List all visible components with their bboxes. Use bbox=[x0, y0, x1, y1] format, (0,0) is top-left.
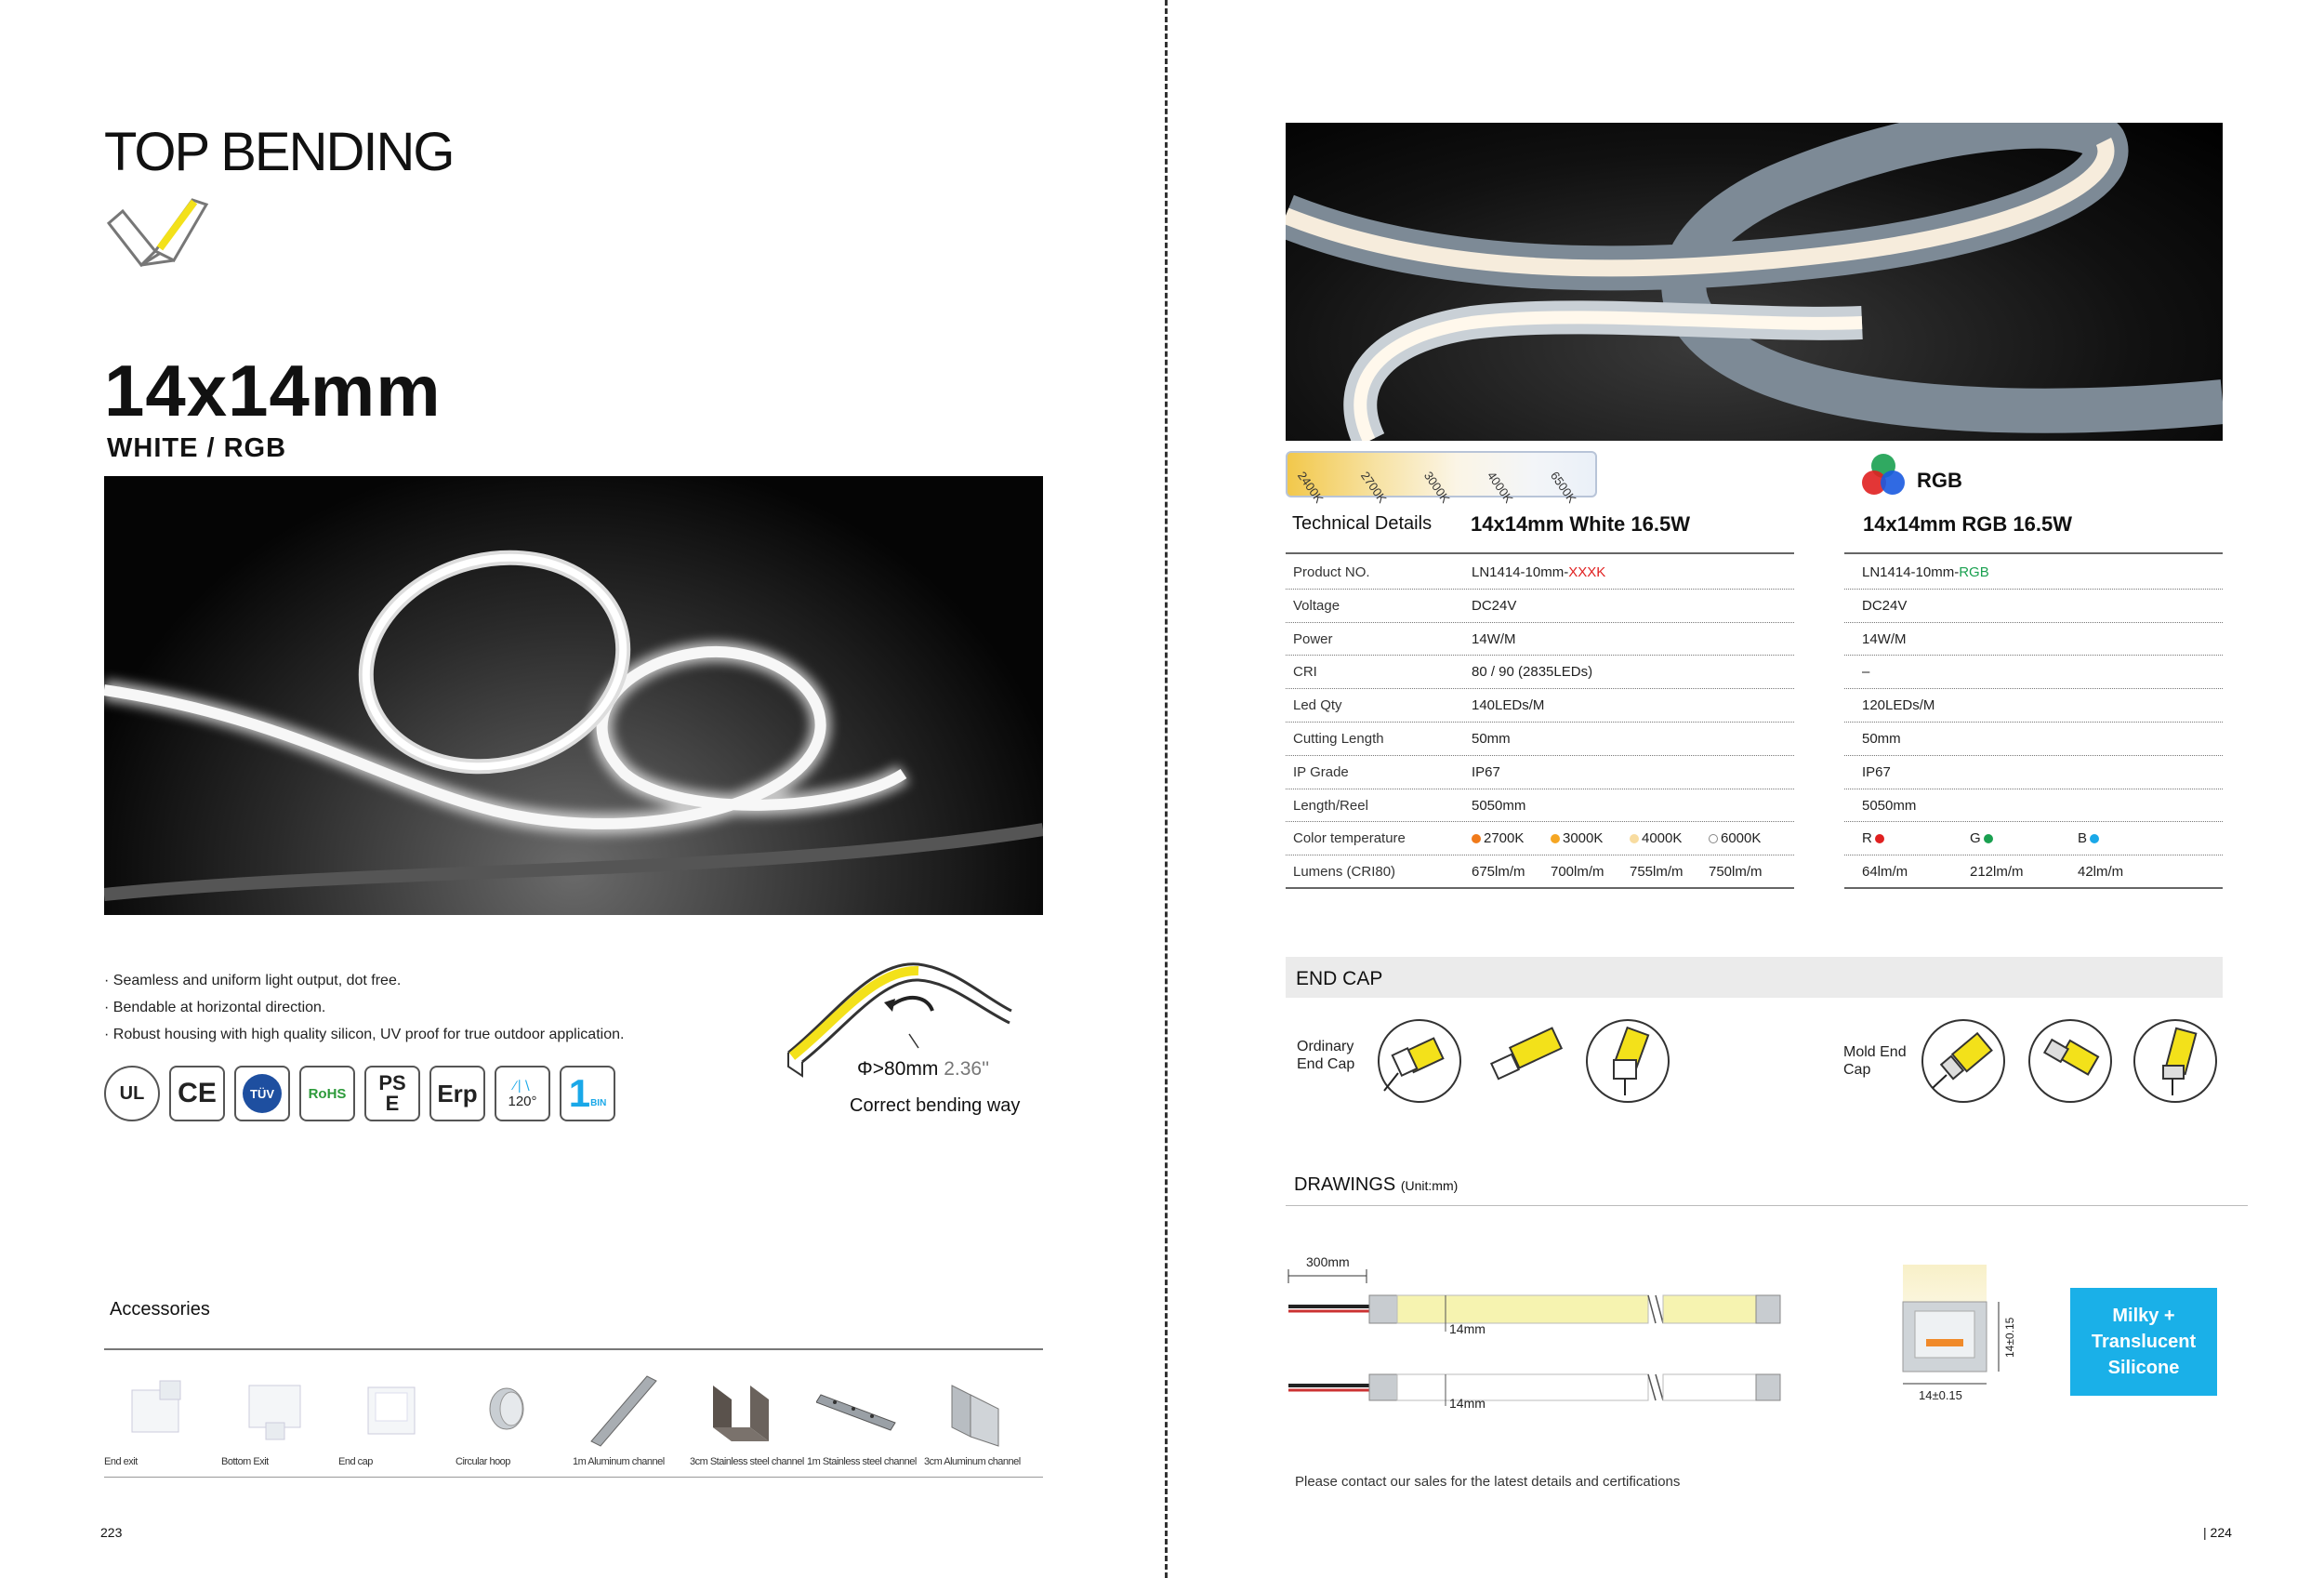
ordinary-end-cap-angle-image bbox=[1485, 1023, 1568, 1097]
spec-value-white: 5050mm bbox=[1472, 797, 1526, 814]
ordinary-end-cap-top-image bbox=[1586, 1019, 1670, 1103]
ordinary-end-cap-label: Ordinary End Cap bbox=[1297, 1039, 1355, 1072]
beam-angle-icon: ∕∣∖ 120° bbox=[495, 1066, 550, 1121]
spec-value-white: 80 / 90 (2835LEDs) bbox=[1472, 664, 1593, 681]
section-height-label: 14±0.15 bbox=[2003, 1317, 2016, 1358]
bending-caption: Correct bending way bbox=[850, 1095, 1021, 1116]
spec-value-rgb: 5050mm bbox=[1862, 797, 1917, 814]
series-title: TOP BENDING bbox=[104, 122, 454, 182]
end-cap-thumbnail bbox=[348, 1367, 431, 1451]
cct-option: 3000K bbox=[1551, 830, 1603, 846]
model-title: 14x14mm bbox=[104, 350, 442, 431]
section-width-label: 14±0.15 bbox=[1919, 1388, 1962, 1402]
cct-option: 2700K bbox=[1472, 830, 1524, 846]
lumens-value: 64lm/m bbox=[1862, 864, 1908, 881]
drawings-title: DRAWINGS (Unit:mm) bbox=[1294, 1174, 1459, 1195]
ul-icon: UL bbox=[104, 1066, 160, 1121]
circular-hoop-thumbnail bbox=[465, 1367, 548, 1451]
table-header-rgb: 14x14mm RGB 16.5W bbox=[1863, 512, 2072, 536]
lumens-value: 700lm/m bbox=[1551, 864, 1604, 881]
rgb-channel: R bbox=[1862, 830, 1887, 846]
product-photo-white-strip bbox=[104, 476, 1043, 915]
rgb-label: RGB bbox=[1917, 469, 1962, 492]
end-cap-title: END CAP bbox=[1296, 968, 1383, 989]
spec-value-white: 14W/M bbox=[1472, 630, 1516, 647]
mold-end-cap-top-image bbox=[2133, 1019, 2217, 1103]
accessory-label: End cap bbox=[338, 1456, 373, 1467]
accessories-divider bbox=[104, 1348, 1043, 1350]
feature-item: · Bendable at horizontal direction. bbox=[104, 994, 624, 1021]
table-row bbox=[1286, 590, 2223, 623]
accessory-label: 3cm Stainless steel channel bbox=[690, 1456, 804, 1467]
feature-list bbox=[104, 967, 624, 1048]
spec-table bbox=[1286, 556, 2223, 889]
table-header-white: 14x14mm White 16.5W bbox=[1471, 512, 1690, 536]
lumens-value: 212lm/m bbox=[1970, 864, 2024, 881]
rohs-icon: RoHS bbox=[299, 1066, 355, 1121]
certification-row bbox=[104, 1066, 615, 1121]
table-rule bbox=[1286, 552, 1794, 554]
accessory-item bbox=[104, 1367, 221, 1467]
pse-icon: PS E bbox=[364, 1066, 420, 1121]
spread-divider bbox=[1165, 0, 1168, 1578]
spec-key: Color temperature bbox=[1293, 830, 1406, 847]
cct-option: 6000K bbox=[1709, 830, 1761, 846]
lumens-value: 675lm/m bbox=[1472, 864, 1525, 881]
mold-end-cap-angle-image bbox=[2028, 1019, 2112, 1103]
mold-end-cap-label: Mold End Cap bbox=[1843, 1044, 1907, 1078]
accessory-item bbox=[924, 1367, 1041, 1467]
bending-radius: Φ>80mm 2.36'' bbox=[857, 1058, 990, 1080]
end-cap-header bbox=[1286, 957, 2223, 998]
erp-icon: Erp bbox=[429, 1066, 485, 1121]
spec-key: Led Qty bbox=[1293, 697, 1342, 714]
spec-value-rgb: 14W/M bbox=[1862, 630, 1907, 647]
table-header-label: Technical Details bbox=[1292, 513, 1433, 534]
spec-value-rgb: IP67 bbox=[1862, 763, 1891, 780]
spec-value-white: 50mm bbox=[1472, 730, 1511, 747]
spec-key: Voltage bbox=[1293, 597, 1340, 614]
feature-item: · Robust housing with high quality silicon, UV proof for true outdoor application. bbox=[104, 1021, 624, 1048]
mold-end-cap-side-image bbox=[1921, 1019, 2005, 1103]
cct-label: 2400K bbox=[1294, 469, 1327, 506]
accessory-item bbox=[338, 1367, 456, 1467]
spec-value-rgb: DC24V bbox=[1862, 597, 1908, 614]
accessories-bottom-rule bbox=[104, 1477, 1043, 1478]
feature-item: · Seamless and uniform light output, dot free. bbox=[104, 967, 624, 994]
spec-key: Power bbox=[1293, 630, 1333, 647]
cct-label: 6500K bbox=[1547, 469, 1579, 506]
top-bending-icon bbox=[104, 191, 211, 288]
table-row bbox=[1286, 756, 2223, 789]
bottom-exit-thumbnail bbox=[231, 1367, 314, 1451]
page-number: 223 bbox=[100, 1525, 123, 1540]
table-row bbox=[1286, 789, 2223, 823]
accessory-label: 3cm Aluminum channel bbox=[924, 1456, 1021, 1467]
stainless-channel-3cm-thumbnail bbox=[699, 1367, 783, 1451]
spec-value-rgb: 120LEDs/M bbox=[1862, 697, 1935, 714]
table-row bbox=[1286, 556, 2223, 590]
cct-swatch-bar bbox=[1286, 451, 1597, 506]
spec-value-white: IP67 bbox=[1472, 763, 1500, 780]
rgb-channel: G bbox=[1970, 830, 1996, 846]
table-row bbox=[1286, 623, 2223, 656]
strip-dimension-drawing bbox=[1286, 1246, 1843, 1413]
disclaimer: Please contact our sales for the latest details and certifications bbox=[1295, 1474, 1681, 1490]
rgb-channel: B bbox=[2078, 830, 2102, 846]
spec-value-rgb: LN1414-10mm-RGB bbox=[1862, 564, 1989, 580]
page-number: | 224 bbox=[2203, 1525, 2232, 1540]
spec-key: CRI bbox=[1293, 664, 1317, 681]
product-photo-warm-strip bbox=[1286, 123, 2223, 441]
accessory-label: Bottom Exit bbox=[221, 1456, 269, 1467]
accessory-label: 1m Stainless steel channel bbox=[807, 1456, 917, 1467]
aluminum-channel-3cm-thumbnail bbox=[933, 1367, 1017, 1451]
ce-icon: CE bbox=[169, 1066, 225, 1121]
accessories-list bbox=[104, 1367, 1043, 1467]
spec-key: Length/Reel bbox=[1293, 797, 1368, 814]
spec-key: Lumens (CRI80) bbox=[1293, 864, 1396, 881]
end-exit-thumbnail bbox=[113, 1367, 197, 1451]
cct-label: 3000K bbox=[1420, 469, 1453, 506]
one-bin-icon: 1 BIN bbox=[560, 1066, 615, 1121]
spec-key: IP Grade bbox=[1293, 763, 1349, 780]
model-subtitle: WHITE / RGB bbox=[107, 433, 287, 463]
spec-value-rgb: – bbox=[1862, 664, 1870, 681]
cct-label: 2700K bbox=[1357, 469, 1390, 506]
stainless-channel-1m-thumbnail bbox=[816, 1367, 900, 1451]
table-row bbox=[1286, 855, 2223, 889]
lead-length-label: 300mm bbox=[1306, 1254, 1350, 1269]
strip-width-label: 14mm bbox=[1449, 1321, 1486, 1336]
table-rule bbox=[1844, 552, 2223, 554]
ordinary-end-cap-side-image bbox=[1378, 1019, 1461, 1103]
rgb-icon bbox=[1859, 451, 1908, 499]
accessory-label: End exit bbox=[104, 1456, 138, 1467]
table-row bbox=[1286, 723, 2223, 756]
table-row bbox=[1286, 689, 2223, 723]
aluminum-channel-1m-thumbnail bbox=[582, 1367, 666, 1451]
accessory-item bbox=[221, 1367, 338, 1467]
spec-value-white: DC24V bbox=[1472, 597, 1517, 614]
tuv-icon: TÜV bbox=[234, 1066, 290, 1121]
lumens-value: 755lm/m bbox=[1630, 864, 1684, 881]
accessory-item bbox=[807, 1367, 924, 1467]
accessory-item bbox=[690, 1367, 807, 1467]
spec-key: Product NO. bbox=[1293, 564, 1370, 580]
cct-label: 4000K bbox=[1484, 469, 1516, 506]
lumens-value: 750lm/m bbox=[1709, 864, 1763, 881]
accessories-title: Accessories bbox=[110, 1299, 210, 1319]
spec-value-rgb: 50mm bbox=[1862, 730, 1901, 747]
spec-value-white: LN1414-10mm-XXXK bbox=[1472, 564, 1606, 580]
spec-key: Cutting Length bbox=[1293, 730, 1384, 747]
accessory-label: Circular hoop bbox=[456, 1456, 510, 1467]
material-badge: Milky + Translucent Silicone bbox=[2070, 1288, 2217, 1396]
drawings-divider bbox=[1286, 1205, 2248, 1206]
cross-section-drawing bbox=[1898, 1265, 2019, 1404]
accessory-label: 1m Aluminum channel bbox=[573, 1456, 665, 1467]
table-row bbox=[1286, 656, 2223, 689]
table-row bbox=[1286, 822, 2223, 855]
strip-width-label: 14mm bbox=[1449, 1396, 1486, 1411]
lumens-value: 42lm/m bbox=[2078, 864, 2124, 881]
spec-value-white: 140LEDs/M bbox=[1472, 697, 1545, 714]
cct-option: 4000K bbox=[1630, 830, 1682, 846]
accessory-item bbox=[573, 1367, 690, 1467]
accessory-item bbox=[456, 1367, 573, 1467]
